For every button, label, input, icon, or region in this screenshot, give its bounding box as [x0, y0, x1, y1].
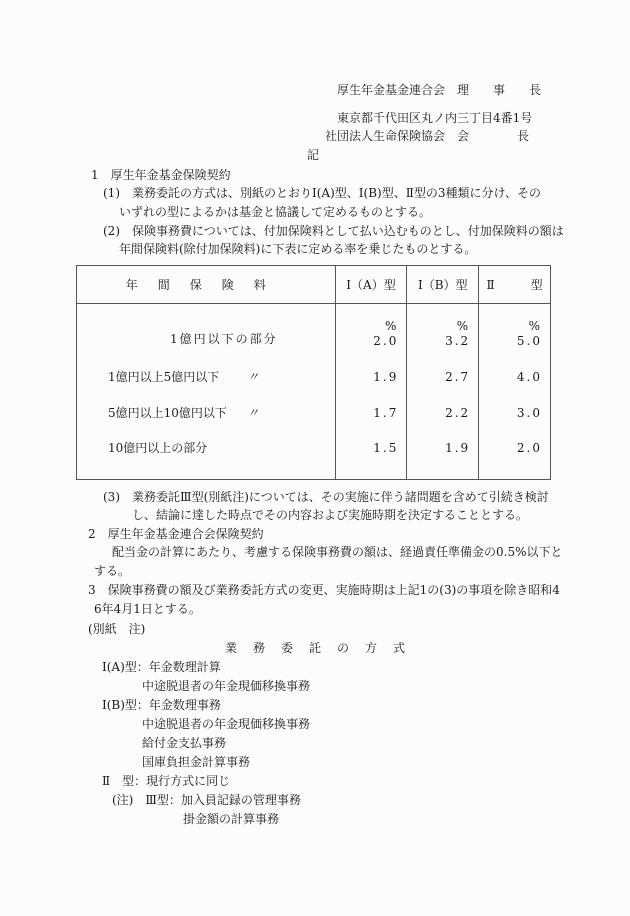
- type-1b-column: [407, 304, 479, 480]
- rate-2-row-3: 3.0: [516, 406, 542, 420]
- section1-item2-line1: (2) 保険事務費については、付加保険料として払い込むものとし、付加保険料の額は: [103, 224, 564, 238]
- type-1b-item-1: 中途脱退者の年金現価移換事務: [142, 717, 311, 731]
- band-column: [77, 304, 336, 480]
- header-annual-premium: 年間保険料: [77, 266, 336, 304]
- address-line: 東京都千代田区丸ノ内三丁目4番1号: [337, 111, 533, 125]
- type-2-column: [479, 304, 551, 480]
- header-type-1b: Ⅰ（B）型: [407, 266, 479, 304]
- section1-title: 1 厚生年金基金保険契約: [91, 168, 231, 182]
- section3-line1: 3 保険事務費の額及び業務委託方式の変更、実施時期は上記1の(3)の事項を除き昭和4: [88, 583, 560, 597]
- table-header-row: [77, 266, 551, 304]
- type-1a-column: [335, 304, 407, 480]
- type-3-note-label: (注) Ⅲ型：加入員記録の管理事務: [112, 793, 301, 807]
- ditto-mark-row-3: 〃: [247, 406, 260, 420]
- section2-title: 2 厚生年金基金連合会保険契約: [88, 527, 264, 541]
- section1-item2-line2: 年間保険料(除付加保険料)に下表に定める率を乗じたものとする。: [119, 242, 477, 256]
- section1-item1-line1: (1) 業務委託の方式は、別紙のとおりⅠ(A)型、Ⅰ(B)型、Ⅱ型の3種類に分け、その: [103, 186, 542, 200]
- section1-item3-line1: (3) 業務委託Ⅲ型(別紙注)については、その実施に伴う諸問題を含めて引続き検討: [103, 490, 549, 504]
- ditto-mark-row-2: 〃: [247, 370, 260, 384]
- rate-1b-row-1: 3.2: [445, 334, 471, 348]
- header-type-2: Ⅱ 型: [479, 266, 551, 304]
- type-1b-item-3: 国庫負担金計算事務: [142, 755, 251, 769]
- section2-line1: 配当金の計算にあたり、考慮する保険事務費の額は、経過責任準備金の0.5%以下と: [112, 545, 563, 559]
- rate-2-row-4: 2.0: [516, 441, 542, 455]
- header-type-1a: Ⅰ（A）型: [335, 266, 407, 304]
- table-body-row: [77, 304, 551, 480]
- type-1b-label: Ⅰ(B)型：年金数理事務: [102, 698, 221, 712]
- appendix-label: (別紙 注): [88, 622, 146, 636]
- rate-2-row-1: 5.0: [516, 334, 542, 348]
- section3-line2: 6年4月1日とする。: [94, 602, 201, 616]
- rate-2-row-2: 4.0: [516, 370, 542, 384]
- type-2-label: Ⅱ 型：現行方式に同じ: [102, 774, 231, 788]
- rate-1a-row-1: 2.0: [373, 334, 399, 348]
- rate-1a-row-3: 1.7: [373, 406, 399, 420]
- band-row-2: 1億円以上5億円以下: [108, 370, 220, 384]
- ki-heading: 記: [307, 148, 320, 162]
- band-row-1: 1億円以下の部分: [170, 332, 278, 346]
- addressee-federation: 厚生年金基金連合会 理 事 長: [337, 83, 542, 97]
- type-3-item-1: 掛金額の計算事務: [183, 812, 280, 826]
- section2-line2: する。: [94, 564, 131, 578]
- rate-1b-row-3: 2.2: [445, 406, 471, 420]
- band-row-3: 5億円以上10億円以下: [108, 406, 227, 420]
- section1-item3-line2: し、結論に達した時点でその内容および実施時期を決定することとする。: [132, 508, 529, 522]
- unit-percent: %: [528, 319, 542, 333]
- rate-1b-row-2: 2.7: [445, 370, 471, 384]
- addressee-association: 社団法人生命保険協会 会 長: [325, 129, 530, 143]
- appendix-title: 業 務 委 託 の 方 式: [225, 641, 408, 655]
- unit-percent: %: [384, 319, 399, 333]
- type-1a-label: Ⅰ(A)型：年金数理計算: [102, 660, 221, 674]
- rate-1a-row-2: 1.9: [373, 370, 399, 384]
- rate-table: [76, 265, 551, 480]
- rate-1b-row-4: 1.9: [445, 441, 471, 455]
- type-1b-item-2: 給付金支払事務: [142, 736, 227, 750]
- band-row-4: 10億円以上の部分: [108, 441, 208, 455]
- type-1a-item-1: 中途脱退者の年金現価移換事務: [142, 679, 311, 693]
- unit-percent: %: [456, 319, 471, 333]
- rate-1a-row-4: 1.5: [373, 441, 399, 455]
- section1-item1-line2: いずれの型によるかは基金と協議して定めるものとする。: [119, 205, 432, 219]
